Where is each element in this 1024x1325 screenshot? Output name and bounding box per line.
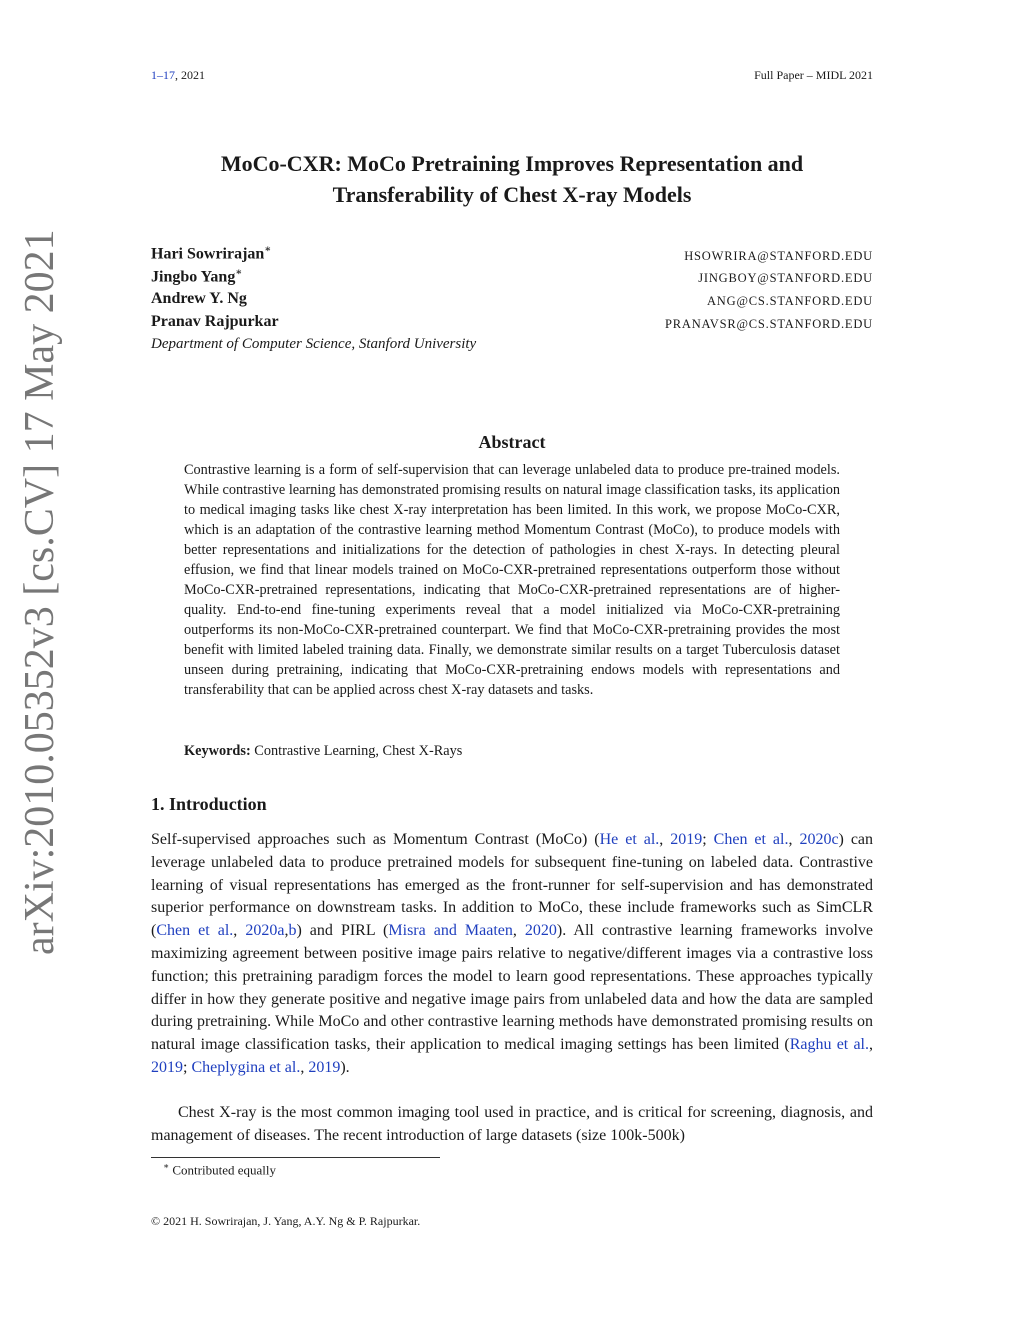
citation-link[interactable]: He et al. xyxy=(599,831,660,848)
footnote-mark: ∗ xyxy=(163,1161,170,1171)
author-email: PRANAVSR@CS.STANFORD.EDU xyxy=(665,317,873,331)
citation-link[interactable]: b xyxy=(288,922,297,940)
author-name: Pranav Rajpurkar xyxy=(151,313,279,330)
copyright-notice: © 2021 H. Sowrirajan, J. Yang, A.Y. Ng & P. Rajpurkar. xyxy=(151,1214,421,1228)
citation-link[interactable]: 2020c xyxy=(799,831,839,848)
citation-link[interactable]: 2019 xyxy=(670,831,703,848)
running-header-left xyxy=(151,68,205,83)
section-heading-introduction: 1. Introduction xyxy=(151,794,267,814)
keywords xyxy=(184,743,462,760)
title-line-1: MoCo-CXR: MoCo Pretraining Improves Representation and xyxy=(220,151,804,176)
intro-paragraph-1: Self-supervised approaches such as Momentum Contrast (MoCo) (He et al., 2019; Chen et al., 2020c) can leverage unlabeled data to produce pretrained models for subsequent fine-tuning on labeled data. Contrastive learning of visual representations has emerged as the front-runner for self-supervision and has demonstrated superior performance on downstream tasks. In addition to MoCo, these include frameworks such as SimCLR (Chen et al., 2020a,b) and PIRL (Misra and Maaten, 2020). All contrastive learning frameworks involve maximizing agreement between positive image pairs relative to negative/different images via a contrastive loss function; this pretraining paradigm forces the model to learn good representations. These approaches typically differ in how they generate positive and negative image pairs from unlabeled data and how the data are sampled during pretraining. While MoCo and other contrastive learning methods have demonstrated promising results on natural image classification tasks, their application to medical imaging settings has been limited (Raghu et al., 2019; Cheplygina et al., 2019). xyxy=(151,831,874,1076)
running-header-venue: Full Paper – MIDL 2021 xyxy=(754,68,873,82)
intro-paragraph-2: Chest X-ray is the most common imaging tool used in practice, and is critical for screening, diagnosis, and management of diseases. The recent introduction of large datasets (size 100k-500k) xyxy=(151,1104,873,1144)
citation-link[interactable]: 2019 xyxy=(151,1058,183,1076)
author-email: HSOWRIRA@STANFORD.EDU xyxy=(684,249,873,263)
abstract-body: Contrastive learning is a form of self-supervision that can leverage unlabeled data to produce pre-trained models. While contrastive learning has demonstrated promising results on natural image classification tasks, its application to medical imaging tasks like chest X-ray interpretation has been limited. In this work, we propose MoCo-CXR, which is an adaptation of the contrastive learning method Momentum Contrast (MoCo), to produce models with better representations and initializations for the detection of pathologies in chest X-rays. In detecting pleural effusion, we find that linear models trained on MoCo-CXR-pretrained representations outperform those without MoCo-CXR-pretrained representations, indicating that MoCo-CXR-pretrained representations are of higher-quality. End-to-end fine-tuning experiments reveal that a model initialized via MoCo-CXR-pretraining outperforms its non-MoCo-CXR-pretrained counterpart. We find that MoCo-CXR-pretraining provides the most benefit with limited labeled training data. Finally, we demonstrate similar results on a target Tuberculosis dataset unseen during pretraining, indicating that MoCo-CXR-pretraining endows models with representations and transferability that can be applied across chest X-ray datasets and tasks. xyxy=(184,462,840,698)
arxiv-stamp: arXiv:2010.05352v3 [cs.CV] 17 May 2021 xyxy=(17,229,63,955)
abstract-heading: Abstract xyxy=(478,432,546,452)
citation-link[interactable]: Raghu et al. xyxy=(789,1036,869,1054)
footnote-text: Contributed equally xyxy=(172,1162,276,1178)
citation-link[interactable]: 2020a xyxy=(245,922,285,940)
author-name: Andrew Y. Ng xyxy=(151,290,247,307)
page-range-link[interactable]: 1–17 xyxy=(151,68,175,82)
footnote xyxy=(163,1161,276,1178)
citation-link[interactable]: Cheplygina et al. xyxy=(191,1058,301,1076)
citation-link[interactable]: 2019 xyxy=(308,1058,341,1076)
author-name: Hari Sowrirajan∗ xyxy=(151,244,272,263)
citation-link[interactable]: Chen et al. xyxy=(713,831,789,848)
affiliation: Department of Computer Science, Stanford University xyxy=(151,336,477,352)
author-email: JINGBOY@STANFORD.EDU xyxy=(698,271,873,285)
author-email: ANG@CS.STANFORD.EDU xyxy=(706,294,873,308)
footnote-rule xyxy=(151,1157,440,1158)
citation-link[interactable]: 2020 xyxy=(524,922,557,940)
author-name: Jingbo Yang∗ xyxy=(151,267,243,286)
citation-link[interactable]: Chen et al. xyxy=(156,922,234,940)
keywords-list: Contrastive Learning, Chest X-Rays xyxy=(254,743,463,759)
citation-link[interactable]: Misra and Maaten xyxy=(388,922,513,940)
keywords-label: Keywords: xyxy=(184,743,251,759)
header-year: , 2021 xyxy=(175,68,205,82)
title-line-2: Transferability of Chest X-ray Models xyxy=(332,182,692,207)
paper-title xyxy=(0,148,1024,210)
